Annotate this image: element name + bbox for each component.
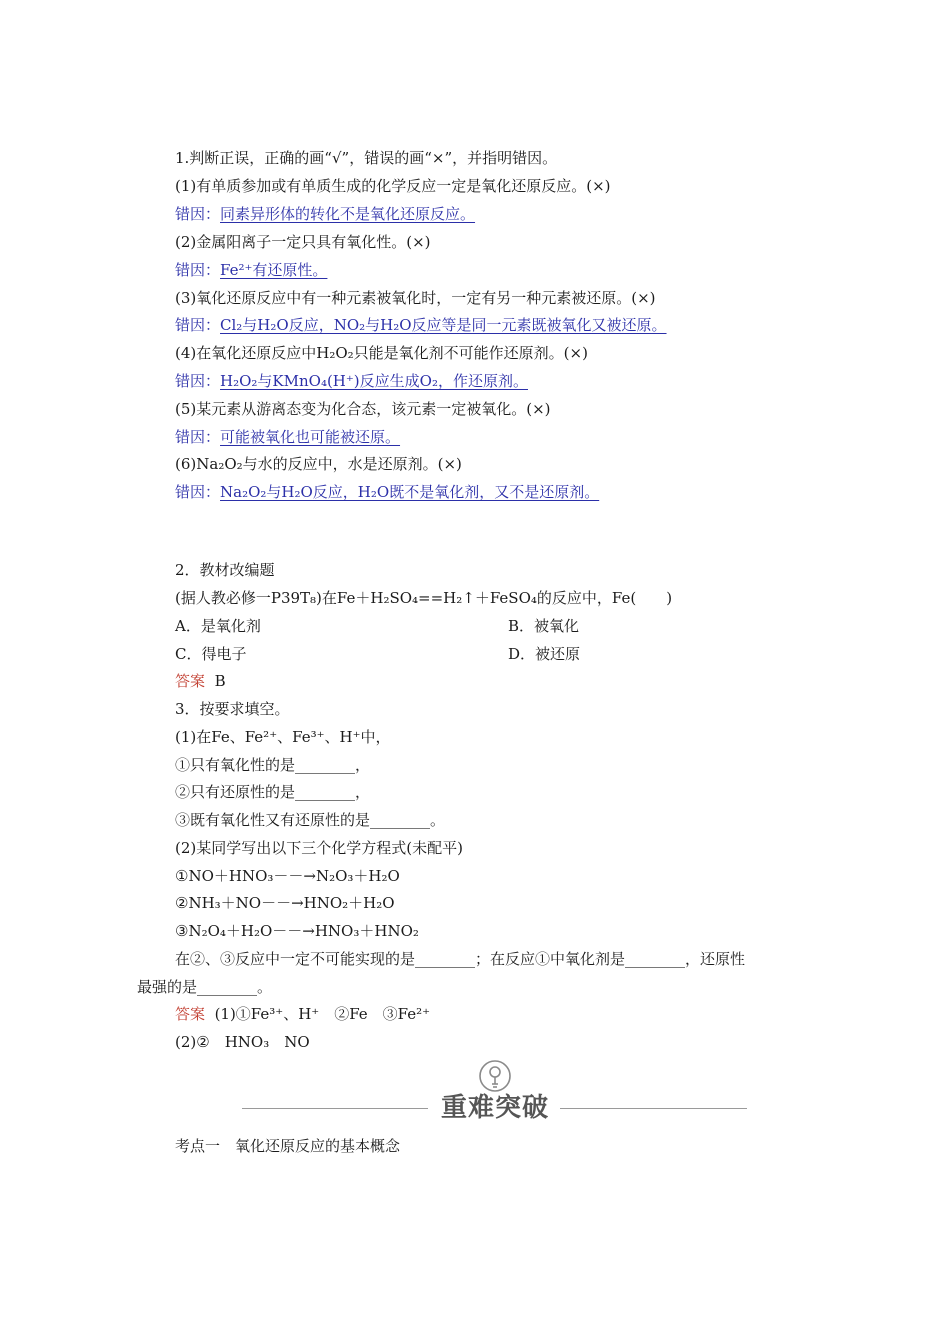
q1-cuo-5	[175, 427, 400, 447]
q1-item-6: (6)Na₂O₂与水的反应中，水是还原剂。(×)	[175, 455, 462, 473]
q2-option-d: D．被还原	[508, 645, 581, 663]
q3-title: 3．按要求填空。	[175, 700, 290, 718]
q2-stem: (据人教必修一P39T₈)在Fe＋H₂SO₄==H₂↑＋FeSO₄的反应中，Fe( )	[175, 589, 673, 607]
q1-cuo-1	[175, 204, 475, 224]
q3-part1-item-3: ③既有氧化性又有还原性的是________。	[175, 811, 446, 829]
cuo-text: Na₂O₂与H₂O反应，H₂O既不是氧化剂，又不是还原剂。	[220, 483, 600, 501]
q3-part1: (1)在Fe、Fe²⁺、Fe³⁺、H⁺中，	[175, 728, 391, 746]
q2-answer	[175, 671, 226, 691]
q1-item-4: (4)在氧化还原反应中H₂O₂只能是氧化剂不可能作还原剂。(×)	[175, 344, 588, 362]
cuo-label: 错因：	[175, 483, 221, 501]
q3-fill-line-1: 在②、③反应中一定不可能实现的是________；在反应①中氧化剂是________，还原性	[175, 950, 746, 968]
q2-option-c: C．得电子	[175, 645, 247, 663]
cuo-label: 错因：	[175, 261, 221, 279]
cuo-text: Fe²⁺有还原性。	[220, 261, 328, 279]
cuo-label: 错因：	[175, 372, 221, 390]
q1-stem: 1.判断正误，正确的画“√”，错误的画“×”，并指明错因。	[175, 149, 558, 167]
q3-equation-2: ②NH₃＋NO－－→HNO₂＋H₂O	[175, 894, 395, 912]
cuo-text: 同素异形体的转化不是氧化还原反应。	[220, 205, 476, 223]
q3-part1-item-1: ①只有氧化性的是________，	[175, 756, 371, 774]
q3-fill-line-2: 最强的是________。	[137, 978, 273, 996]
section-title: 考点一 氧化还原反应的基本概念	[175, 1137, 401, 1155]
cuo-text: H₂O₂与KMnO₄(H⁺)反应生成O₂，作还原剂。	[220, 372, 528, 390]
q2-title: 2．教材改编题	[175, 561, 275, 579]
q1-cuo-6	[175, 482, 599, 502]
q3-answer	[175, 1004, 430, 1024]
q1-item-5: (5)某元素从游离态变为化合态，该元素一定被氧化。(×)	[175, 400, 551, 418]
q1-item-2: (2)金属阳离子一定只具有氧化性。(×)	[175, 233, 431, 251]
cuo-text: Cl₂与H₂O反应，NO₂与H₂O反应等是同一元素既被氧化又被还原。	[220, 316, 667, 334]
q2-option-b: B．被氧化	[508, 617, 580, 635]
q1-cuo-4	[175, 371, 528, 391]
lightbulb-icon	[478, 1059, 512, 1093]
banner-rule-right	[560, 1108, 747, 1109]
section-banner-title: 重难突破	[440, 1093, 549, 1123]
q1-cuo-2	[175, 260, 327, 280]
answer-line-1: (1)①Fe³⁺、H⁺ ②Fe ③Fe²⁺	[214, 1005, 431, 1023]
q1-item-3: (3)氧化还原反应中有一种元素被氧化时，一定有另一种元素被还原。(×)	[175, 289, 656, 307]
cuo-label: 错因：	[175, 205, 221, 223]
answer-label: 答案	[175, 672, 206, 690]
q3-equation-1: ①NO＋HNO₃－－→N₂O₃＋H₂O	[175, 867, 400, 885]
answer-value: B	[214, 672, 226, 690]
q1-item-1: (1)有单质参加或有单质生成的化学反应一定是氧化还原反应。(×)	[175, 177, 611, 195]
q3-answer-line-2: (2)② HNO₃ NO	[175, 1033, 310, 1051]
cuo-text: 可能被氧化也可能被还原。	[220, 428, 401, 446]
answer-label: 答案	[175, 1005, 206, 1023]
cuo-label: 错因：	[175, 316, 221, 334]
cuo-label: 错因：	[175, 428, 221, 446]
q2-option-a: A．是氧化剂	[175, 617, 261, 635]
q3-equation-3: ③N₂O₄＋H₂O－－→HNO₃＋HNO₂	[175, 922, 419, 940]
q3-part1-item-2: ②只有还原性的是________，	[175, 783, 371, 801]
banner-rule-left	[242, 1108, 428, 1109]
q3-part2: (2)某同学写出以下三个化学方程式(未配平)	[175, 839, 463, 857]
q1-cuo-3	[175, 315, 667, 335]
